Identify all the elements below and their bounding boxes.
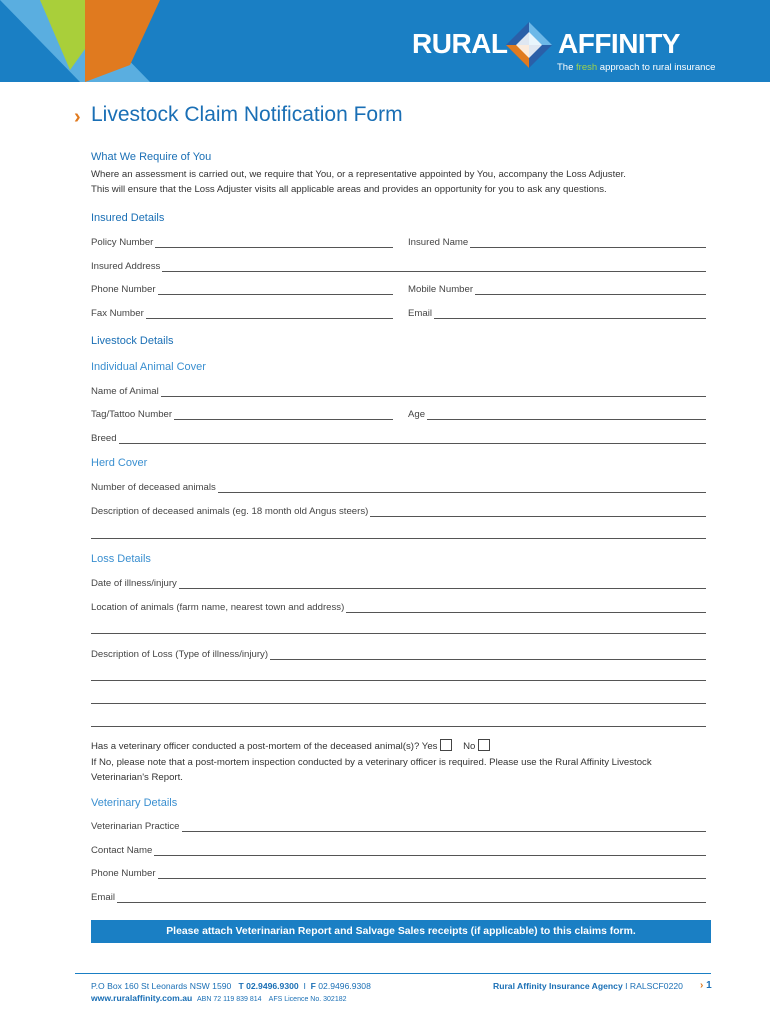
insured-heading: Insured Details xyxy=(91,212,165,224)
phone-number-line[interactable] xyxy=(158,284,393,295)
header-banner xyxy=(0,0,770,82)
tag-number-line[interactable] xyxy=(174,409,393,420)
age-line[interactable] xyxy=(427,409,706,420)
vet-phone-line[interactable] xyxy=(158,868,706,879)
footer-abn: ABN 72 119 839 814 xyxy=(197,996,262,1003)
individual-cover-heading: Individual Animal Cover xyxy=(91,361,206,373)
postmortem-note-1: If No, please note that a post-mortem inspection conducted by a veterinary officer is required. Please use the Rural Affinity Livestock xyxy=(91,757,652,768)
footer-fax: 02.9496.9308 xyxy=(318,981,371,991)
page-title: Livestock Claim Notification Form xyxy=(91,103,403,126)
vet-practice-field[interactable]: Veterinarian Practice xyxy=(91,818,706,832)
mobile-number-line[interactable] xyxy=(475,284,706,295)
vet-practice-line[interactable] xyxy=(182,821,706,832)
animal-name-field[interactable]: Name of Animal xyxy=(91,383,706,397)
location-line-2[interactable] xyxy=(91,633,706,634)
footer-code: RALSCF0220 xyxy=(629,981,683,991)
vet-email-line[interactable] xyxy=(117,892,706,903)
logo-rural: RURAL xyxy=(412,28,508,59)
description-loss-line-2[interactable] xyxy=(91,680,706,681)
animal-name-line[interactable] xyxy=(161,386,706,397)
email-field[interactable]: Email xyxy=(408,305,706,319)
desc-deceased-field[interactable]: Description of deceased animals (eg. 18 month old Angus steers) xyxy=(91,503,706,517)
mobile-number-field[interactable]: Mobile Number xyxy=(408,281,706,295)
description-loss-line-4[interactable] xyxy=(91,726,706,727)
postmortem-question: Has a veterinary officer conducted a post-mortem of the deceased animal(s)? Yes No xyxy=(91,739,490,754)
footer-phone: T 02.9496.9300 xyxy=(238,981,299,991)
vet-heading: Veterinary Details xyxy=(91,797,178,809)
tagline-fresh: fresh xyxy=(576,62,598,73)
footer-agency: Rural Affinity Insurance Agency xyxy=(493,981,623,991)
policy-number-line[interactable] xyxy=(155,237,393,248)
fax-number-line[interactable] xyxy=(146,308,393,319)
fax-number-field[interactable]: Fax Number xyxy=(91,305,393,319)
vet-email-field[interactable]: Email xyxy=(91,889,706,903)
loss-heading: Loss Details xyxy=(91,553,151,565)
num-deceased-field[interactable]: Number of deceased animals xyxy=(91,479,706,493)
attach-notice-banner: Please attach Veterinarian Report and Salvage Sales receipts (if applicable) to this claims form. xyxy=(91,920,711,943)
insured-name-field[interactable]: Insured Name xyxy=(408,234,706,248)
no-label: No xyxy=(463,741,476,752)
postmortem-note-2: Veterinarian's Report. xyxy=(91,772,183,783)
date-illness-field[interactable]: Date of illness/injury xyxy=(91,575,706,589)
page-chevron-icon: › xyxy=(700,980,704,991)
age-field[interactable]: Age xyxy=(408,406,706,420)
logo-affinity: AFFINITY xyxy=(558,28,680,59)
description-loss-line-3[interactable] xyxy=(91,703,706,704)
logo-diamond-icon xyxy=(504,20,554,70)
phone-number-field[interactable]: Phone Number xyxy=(91,281,393,295)
herd-cover-heading: Herd Cover xyxy=(91,457,148,469)
footer-address: P.O Box 160 St Leonards NSW 1590 xyxy=(91,981,232,991)
policy-number-field[interactable]: Policy Number xyxy=(91,234,393,248)
yes-checkbox[interactable] xyxy=(440,739,452,751)
tag-number-field[interactable]: Tag/Tattoo Number xyxy=(91,406,393,420)
footer-contact: P.O Box 160 St Leonards NSW 1590 T 02.9496.9300 I F 02.9496.9308 xyxy=(91,981,371,991)
footer-web-row xyxy=(91,993,347,1003)
num-deceased-line[interactable] xyxy=(218,482,706,493)
breed-line[interactable] xyxy=(119,433,706,444)
contact-name-line[interactable] xyxy=(154,845,706,856)
insured-address-line[interactable] xyxy=(162,261,706,272)
location-line[interactable] xyxy=(346,602,706,613)
desc-deceased-line[interactable] xyxy=(370,506,706,517)
footer-fax-label: F xyxy=(310,981,316,991)
footer-agency-row: Rural Affinity Insurance Agency I RALSCF0220 xyxy=(493,981,683,991)
require-heading: What We Require of You xyxy=(91,151,212,163)
no-checkbox[interactable] xyxy=(478,739,490,751)
contact-name-field[interactable]: Contact Name xyxy=(91,842,706,856)
footer-afs: AFS Licence No. 302182 xyxy=(268,996,347,1003)
insured-name-line[interactable] xyxy=(470,237,706,248)
email-line[interactable] xyxy=(434,308,706,319)
description-loss-field[interactable]: Description of Loss (Type of illness/injury) xyxy=(91,646,706,660)
location-field[interactable]: Location of animals (farm name, nearest town and address) xyxy=(91,599,706,613)
footer-website[interactable]: www.ruralaffinity.com.au xyxy=(91,993,193,1003)
tagline: The fresh approach to rural insurance xyxy=(557,62,716,73)
page-number: › 1 xyxy=(700,980,712,991)
require-line-2: This will ensure that the Loss Adjuster visits all applicable areas and provides an opportunity for you to ask any questions. xyxy=(91,184,607,195)
title-chevron-icon: › xyxy=(74,106,81,128)
description-loss-line[interactable] xyxy=(270,649,706,660)
date-illness-line[interactable] xyxy=(179,578,706,589)
footer-divider xyxy=(75,973,711,974)
insured-address-field[interactable]: Insured Address xyxy=(91,258,706,272)
require-line-1: Where an assessment is carried out, we require that You, or a representative appointed by You, accompany the Loss Adjuster. xyxy=(91,169,626,180)
breed-field[interactable]: Breed xyxy=(91,430,706,444)
desc-deceased-line-2[interactable] xyxy=(91,538,706,539)
livestock-heading: Livestock Details xyxy=(91,335,174,347)
vet-phone-field[interactable]: Phone Number xyxy=(91,865,706,879)
